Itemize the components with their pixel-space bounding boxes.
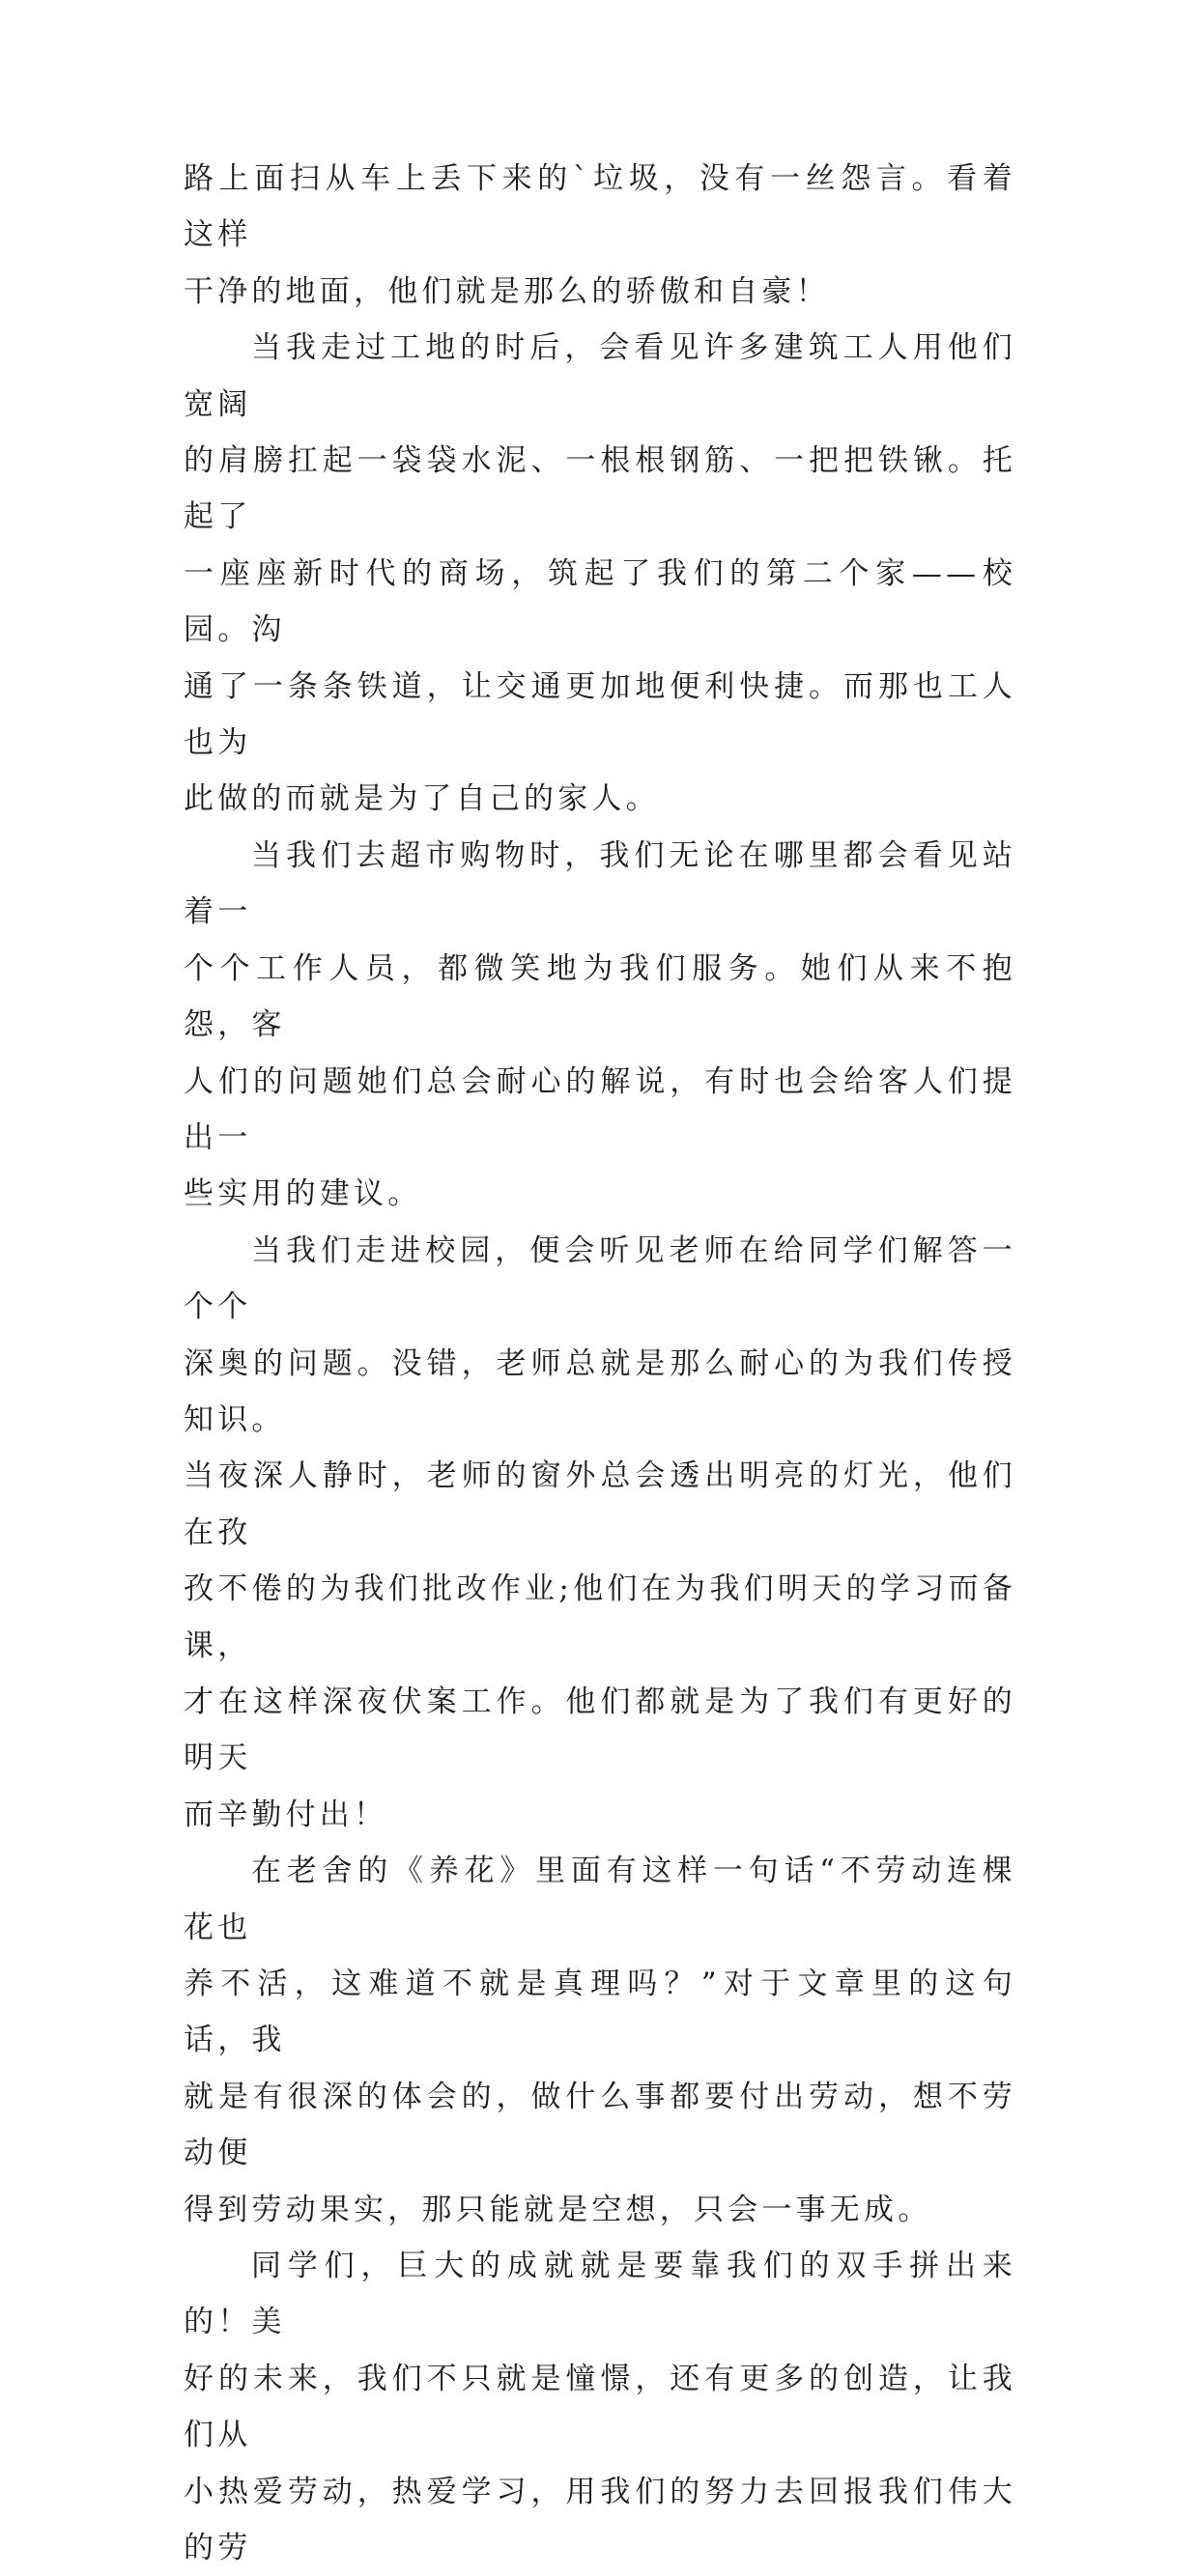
paragraph-2: 当我走过工地的时后，会看见许多建筑工人用他们宽阔 的肩膀扛起一袋袋水泥、一根根钢筋、一把把铁锹。托起了 一座座新时代的商场，筑起了我们的第二个家——校园。沟 通了一条条铁道，让交通更加地便利快捷。而那也工人也为 此做的而就是为了自己的家人。 <box>184 330 1016 817</box>
paragraph-5: 在老舍的《养花》里面有这样一句话“不劳动连棵花也 养不活，这难道不就是真理吗？”对于文章里的这句话，我 就是有很深的体会的，做什么事都要付出劳动，想不劳动便 得到劳动果实，那只能就是空想，只会一事无成。 <box>184 1854 1016 2227</box>
paragraph-3: 当我们去超市购物时，我们无论在哪里都会看见站着一 个个工作人员，都微笑地为我们服务。她们从来不抱怨，客 人们的问题她们总会耐心的解说，有时也会给客人们提出一 些实用的建议。 <box>184 837 1016 1212</box>
document-body <box>184 151 1016 2576</box>
paragraph-4: 当我们走进校园，便会听见老师在给同学们解答一个个 深奥的问题。没错，老师总就是那么耐心的为我们传授知识。 当夜深人静时，老师的窗外总会透出明亮的灯光，他们在孜 孜不倦的为我们批改作业;他们在为我们明天的学习而备课， 才在这样深夜伏案工作。他们都就是为了我们有更好的明天 而辛勤付出！ <box>184 1232 1016 1832</box>
paragraph-6: 同学们，巨大的成就就是要靠我们的双手拼出来的！美 好的未来，我们不只就是憧憬，还有更多的创造，让我们从 小热爱劳动，热爱学习，用我们的努力去回报我们伟大的劳 <box>184 2249 1016 2566</box>
paragraph-1: 路上面扫从车上丢下来的`垃圾，没有一丝怨言。看着这样 干净的地面，他们就是那么的骄傲和自豪！ <box>184 161 1016 309</box>
